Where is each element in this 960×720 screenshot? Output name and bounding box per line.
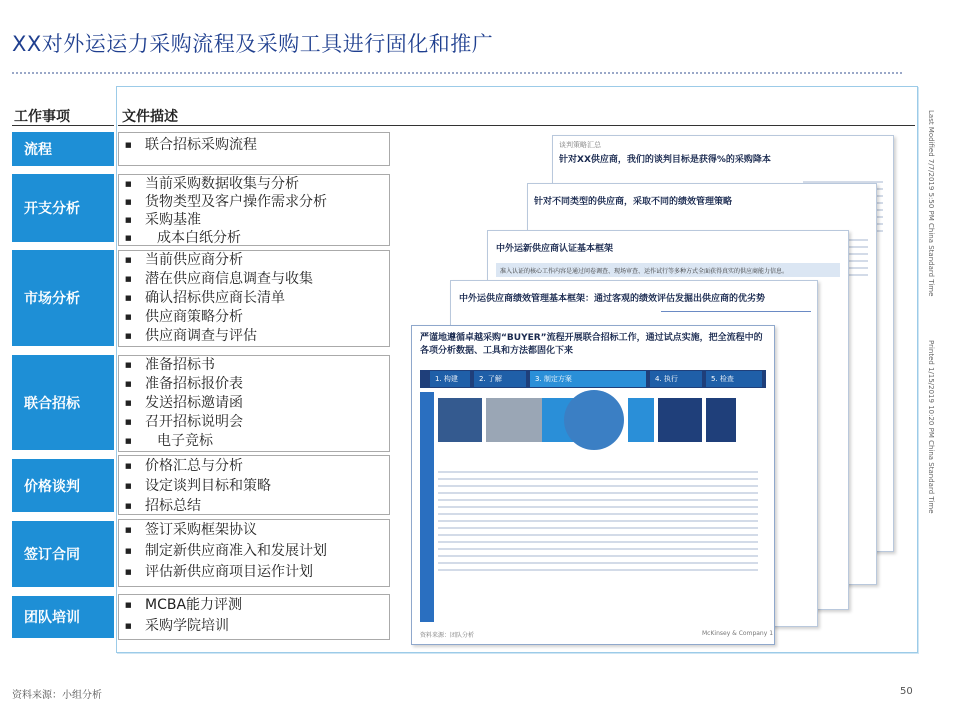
header-underline-left — [12, 125, 114, 126]
row-desc-process — [118, 132, 390, 166]
thumbnail-title: 针对不同类型的供应商，采取不同的绩效管理策略 — [534, 197, 733, 207]
row-desc-contract — [118, 519, 390, 587]
title-divider — [12, 72, 902, 74]
list-item: ■ 联合招标采购流程 — [123, 135, 389, 156]
page-number: 50 — [900, 686, 913, 697]
step-plan: 3. 制定方案 — [530, 371, 646, 387]
flow-circle — [564, 390, 624, 450]
doc-thumbnail-buyer-process — [411, 325, 775, 645]
list-item: ■ 采购基准 — [123, 211, 389, 229]
category-spend-analysis: 开支分析 — [12, 174, 114, 242]
list-item: ■ 成本白纸分析 — [123, 229, 389, 247]
flow-box — [628, 398, 654, 442]
flow-box — [438, 398, 482, 442]
thumbnail-title: 中外运新供应商认证基本框架 — [496, 244, 614, 254]
flow-box — [706, 398, 736, 442]
list-item: ■ 采购学院培训 — [123, 616, 389, 637]
category-contract: 签订合同 — [12, 521, 114, 587]
thumbnail-footer-brand: McKinsey & Company 1 — [702, 630, 774, 637]
thumbnail-footer-source: 资料来源：团队分析 — [420, 632, 475, 639]
list-item: ■ 准备招标书 — [123, 356, 389, 375]
thumbnail-title: 严谨地遵循卓越采购“BUYER”流程开展联合招标工作，通过试点实施，把全流程中的各项分析数据、工具和方法都固化下来 — [420, 333, 763, 356]
list-item: ■ 制定新供应商准入和发展计划 — [123, 541, 389, 562]
list-item: ■ 电子竞标 — [123, 432, 389, 451]
list-item: ■ 货物类型及客户操作需求分析 — [123, 193, 389, 211]
thumbnail-caption: 谈判策略汇总 — [559, 141, 601, 149]
header-work-items: 工作事项 — [14, 109, 70, 125]
header-file-description: 文件描述 — [122, 109, 178, 125]
step-understand: 2. 了解 — [474, 371, 526, 387]
flow-box — [486, 398, 542, 442]
list-item: ■ 签订采购框架协议 — [123, 520, 389, 541]
category-price-negotiation: 价格谈判 — [12, 459, 114, 512]
flow-box — [658, 398, 702, 442]
list-item: ■ 召开招标说明会 — [123, 413, 389, 432]
list-item: ■ 评估新供应商项目运作计划 — [123, 562, 389, 583]
category-process: 流程 — [12, 132, 114, 166]
row-desc-training — [118, 594, 390, 640]
list-item: ■ 当前供应商分析 — [123, 251, 389, 270]
list-item: ■ 招标总结 — [123, 496, 389, 516]
footer-source: 资料来源：小组分析 — [12, 690, 102, 701]
page-title: XX对外运运力采购流程及采购工具进行固化和推广 — [12, 32, 494, 56]
list-item: ■ 发送招标邀请函 — [123, 394, 389, 413]
list-item: ■ 确认招标供应商长清单 — [123, 289, 389, 308]
list-item: ■ 价格汇总与分析 — [123, 456, 389, 476]
row-desc-tender — [118, 355, 390, 452]
step-execute: 4. 执行 — [650, 371, 702, 387]
step-build: 1. 构建 — [430, 371, 470, 387]
thumbnail-banner-text: 准入认证的核心工作内容是通过问卷调查、现场审查、运作试行等多种方式全面获得真实的供应商能力信息。 — [500, 268, 789, 275]
category-team-training: 团队培训 — [12, 596, 114, 638]
list-item: ■ 供应商调查与评估 — [123, 327, 389, 346]
list-item: ■ 供应商策略分析 — [123, 308, 389, 327]
category-market-analysis: 市场分析 — [12, 250, 114, 346]
category-joint-tender: 联合招标 — [12, 355, 114, 450]
thumbnail-lines — [438, 466, 758, 576]
step-check: 5. 检查 — [706, 371, 762, 387]
thumbnail-title: 中外运供应商绩效管理基本框架：通过客观的绩效评估发掘出供应商的优劣势 — [459, 294, 766, 304]
list-item: ■ 设定谈判目标和策略 — [123, 476, 389, 496]
side-band — [420, 392, 434, 622]
thumbnail-title: 针对XX供应商，我们的谈判目标是获得%的采购降本 — [559, 155, 771, 165]
list-item: ■ 当前采购数据收集与分析 — [123, 175, 389, 193]
printed-note: Printed 1/15/2019 10:20 PM China Standard Time — [927, 340, 935, 514]
list-item: ■ MCBA能力评测 — [123, 595, 389, 616]
list-item: ■ 潜在供应商信息调查与收集 — [123, 270, 389, 289]
row-desc-spend — [118, 174, 390, 246]
last-modified-note: Last Modified 7/7/2019 5:50 PM China Standard Time — [927, 110, 935, 297]
thumbnail-banner — [496, 263, 840, 277]
row-desc-market — [118, 250, 390, 347]
header-underline-right — [118, 125, 915, 126]
row-desc-negotiation — [118, 455, 390, 515]
list-item: ■ 准备招标报价表 — [123, 375, 389, 394]
